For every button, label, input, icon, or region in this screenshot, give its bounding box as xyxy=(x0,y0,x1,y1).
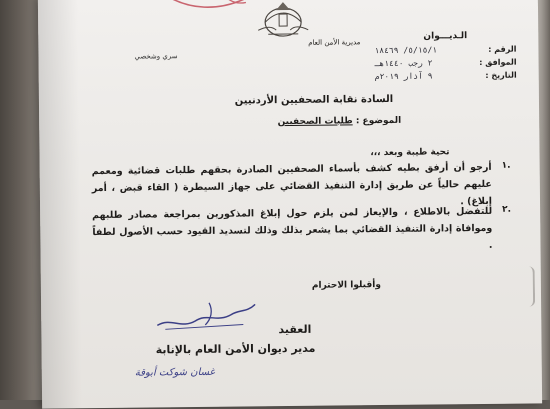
subject-label: الموضوع : xyxy=(355,115,402,127)
signatory-title: مدير ديوان الأمن العام بالإنابة xyxy=(155,341,316,357)
signatory-rank: العقيد xyxy=(278,322,312,337)
paragraph-text: أرجو أن أرفق بطيه كشف بأسماء الصحفيين الصادرة بحقهم طلبات قضائية ومعمم عليهم حالياً عن طريق إدارة التنفيذ القضائي على جهاز السيطرة ( القاء قبض ، أمر إبلاغ) . xyxy=(91,161,493,208)
subject-value: طلبات الصحفيين xyxy=(277,116,353,128)
paragraph-text: للتفضل بالاطلاع ، والإيعاز لمن يلزم حول إبلاغ المذكورين بمراجعة مصادر طلبهم وموافاة إدارة التنفيذ القضائي بما يشعر بذلك وذلك لتسديد القيود حسب الأصول لطفاً . xyxy=(92,205,493,251)
hijri-date-label: الموافق : xyxy=(479,57,517,68)
reference-number-value: ٥/١٥/١/ ١٨٤٦٩ xyxy=(374,45,438,56)
greeting: تحية طيبة وبعد ،،، xyxy=(370,147,450,159)
closing-phrase: وأقبلوا الاحترام xyxy=(311,280,381,291)
gregorian-date-row xyxy=(375,69,517,83)
register-title: الـديـــوان xyxy=(423,31,468,42)
desk-background-left xyxy=(0,0,42,400)
letter-paper xyxy=(38,0,542,409)
signatory-name-handwritten: غسان شوكت أبوقة xyxy=(134,366,215,379)
paragraph-number: ٢. xyxy=(502,204,512,215)
paragraph-number: ١. xyxy=(501,160,511,171)
reference-number-label: الرقم : xyxy=(488,44,517,54)
margin-pen-mark xyxy=(519,266,535,306)
gregorian-date-label: التاريخ : xyxy=(485,70,517,80)
reference-block xyxy=(374,30,517,83)
paper-fold-shadow xyxy=(38,0,82,409)
department-name: مديرية الأمن العام xyxy=(308,38,361,47)
classification-label: سري وشخصي xyxy=(134,52,178,61)
addressee: السادة نقابة الصحفيين الأردنيين xyxy=(234,93,394,107)
hijri-date-value: ٢ رجب ١٤٤٠هـ xyxy=(374,58,433,69)
subject-line xyxy=(121,116,401,129)
gregorian-date-value: ٩ آذار ٢٠١٩م xyxy=(374,71,433,82)
jordan-crest-emblem xyxy=(250,0,316,40)
